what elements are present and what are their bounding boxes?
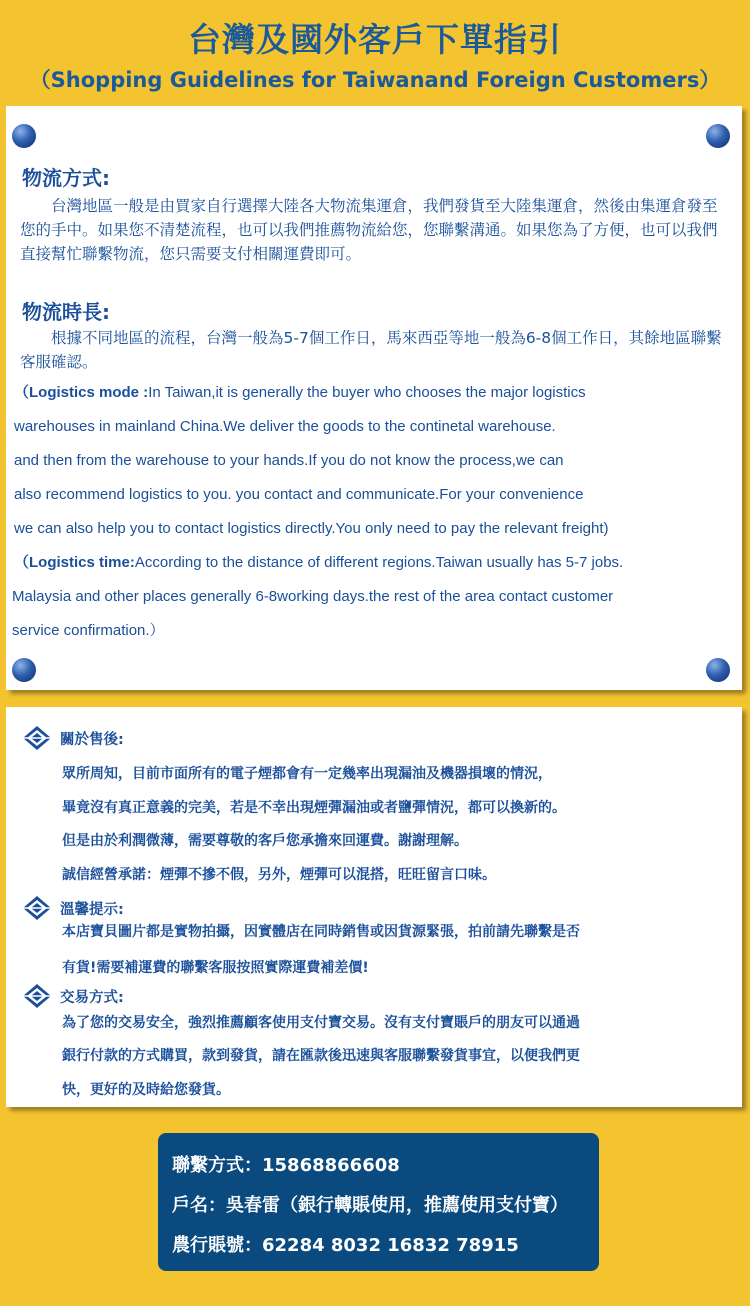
section-heading-text: 溫馨提示: (60, 901, 124, 918)
after-sales-heading (22, 725, 124, 751)
corner-dot-icon (12, 124, 36, 148)
payment-heading (22, 983, 124, 1009)
diamond-icon (22, 725, 52, 751)
en-line: also recommend logistics to you. you contact and communicate.For your convenience (14, 486, 584, 503)
diamond-icon (22, 983, 52, 1009)
logistics-time-heading: 物流時長: (22, 300, 110, 324)
en-line: warehouses in mainland China.We deliver the goods to the continetal warehouse. (14, 418, 556, 435)
corner-dot-icon (706, 658, 730, 682)
contact-box (158, 1133, 599, 1271)
en-mode-label: （Logistics mode : (14, 384, 149, 401)
contact-account-name: 戶名：吳春雷（銀行轉賬使用，推薦使用支付寶） (172, 1195, 568, 1216)
after-sales-line: 眾所周知，目前市面所有的電子煙都會有一定幾率出現漏油及機器損壞的情況， (62, 766, 552, 782)
en-line: and then from the warehouse to your hands.If you do not know the process,we can (14, 452, 564, 469)
section-heading-text: 關於售後: (60, 731, 124, 748)
en-line: service confirmation.） (12, 622, 165, 639)
tips-line: 本店寶貝圖片都是實物拍攝，因實體店在同時銷售或因貨源緊張，拍前請先聯繫是否 (62, 924, 580, 940)
diamond-icon (22, 895, 52, 921)
en-line: Malaysia and other places generally 6-8working days.the rest of the area contact customer (12, 588, 614, 605)
section-heading-text: 交易方式: (60, 989, 124, 1006)
after-sales-line: 畢竟沒有真正意義的完美，若是不幸出現煙彈漏油或者鹽彈情況，都可以換新的。 (62, 800, 566, 816)
logistics-mode-text: 台灣地區一般是由買家自行選擇大陸各大物流集運倉，我們發貨至大陸集運倉，然後由集運倉發至您的手中。如果您不清楚流程，也可以我們推薦物流給您，您聯繫溝通。如果您為了方便，也可以我們直接幫忙聯繫物流，您只需要支付相關運費即可。 (20, 197, 718, 263)
contact-phone: 聯繫方式：15868866608 (172, 1155, 400, 1176)
payment-line: 為了您的交易安全，強烈推薦顧客使用支付寶交易。沒有支付寶賬戶的朋友可以通過 (62, 1015, 580, 1031)
payment-line: 快，更好的及時給您發貨。 (62, 1082, 230, 1098)
payment-line: 銀行付款的方式購買，款到發貨，請在匯款後迅速與客服聯繫發貨事宜，以便我們更 (62, 1048, 580, 1064)
after-sales-line: 但是由於利潤微薄，需要尊敬的客戶您承擔來回運費。謝謝理解。 (62, 833, 468, 849)
logistics-card (6, 106, 742, 690)
en-line: we can also help you to contact logistics directly.You only need to pay the relevant freight) (14, 520, 609, 537)
logistics-time-text: 根據不同地區的流程，台灣一般為5-7個工作日，馬來西亞等地一般為6-8個工作日，其餘地區聯繫客服確認。 (20, 329, 722, 371)
page-title: 台灣及國外客戶下單指引 (188, 20, 562, 59)
tips-heading (22, 895, 124, 921)
policy-card (6, 707, 742, 1107)
en-line: In Taiwan,it is generally the buyer who chooses the major logistics (148, 384, 586, 401)
after-sales-line: 誠信經營承諾：煙彈不摻不假，另外，煙彈可以混搭，旺旺留言口味。 (62, 867, 496, 883)
corner-dot-icon (12, 658, 36, 682)
en-time-label: （Logistics time: (14, 554, 135, 571)
logistics-mode-en (14, 376, 734, 648)
en-line: According to the distance of different regions.Taiwan usually has 5-7 jobs. (134, 554, 624, 571)
corner-dot-icon (706, 124, 730, 148)
logistics-mode-heading: 物流方式: (22, 166, 110, 190)
tips-line: 有貨!需要補運費的聯繫客服按照實際運費補差價! (62, 960, 369, 976)
contact-account-number: 農行賬號：62284 8032 16832 78915 (172, 1235, 519, 1256)
page-subtitle: （Shopping Guidelines for Taiwanand Foreign Customers） (29, 68, 721, 92)
